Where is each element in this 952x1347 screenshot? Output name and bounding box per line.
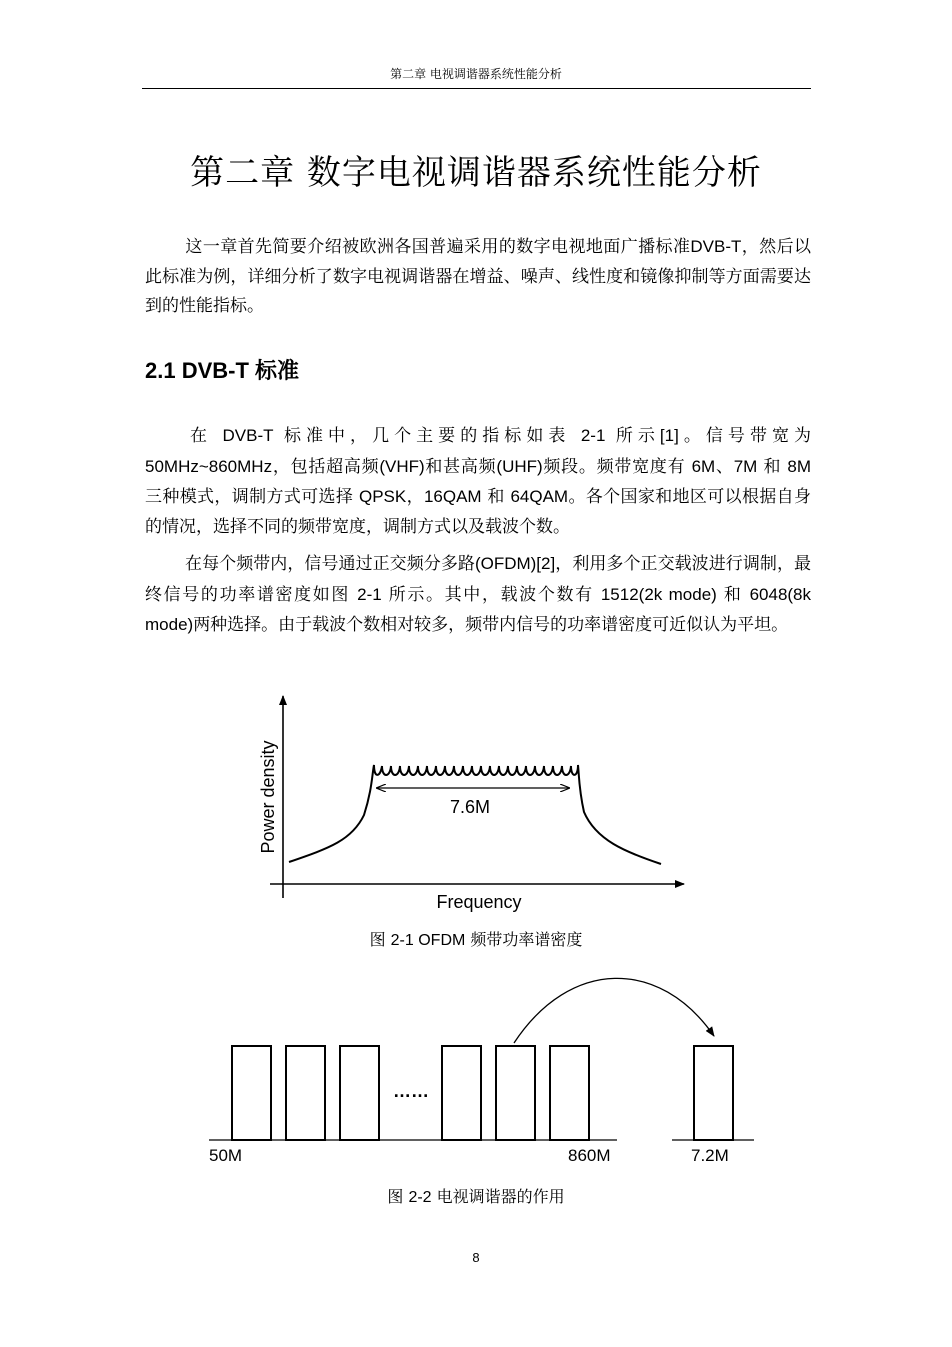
p1-s7: 。信号带宽为 [678, 426, 812, 446]
chapter-title: 第二章 数字电视调谐器系统性能分析 [190, 153, 762, 193]
p1-s5: 所示 [605, 426, 660, 446]
caption-prefix: 图 [369, 930, 391, 949]
page-number: 8 [472, 1250, 480, 1265]
figure-2-2-caption [142, 1186, 810, 1209]
figure-2-2 [209, 978, 754, 1165]
p2-s2: (OFDM)[2] [474, 554, 556, 573]
channel-block [442, 1046, 481, 1140]
p1-s15: 、 [715, 456, 734, 477]
channel-block [550, 1046, 589, 1140]
ellipsis: …… [393, 1081, 429, 1101]
channel-block [496, 1046, 535, 1140]
section-number: 2.1 [145, 358, 176, 383]
start-frequency-label: 50M [209, 1146, 243, 1165]
p1-s9: ，包括超高频 [272, 456, 380, 477]
p1-s16: 7M [733, 456, 758, 476]
p2-s9: 两种选择。由于载波个数相对较多，频带内信号的功率谱密度可近似认为平坦。 [193, 615, 789, 635]
p1-s1: 在 [185, 426, 223, 446]
p1-s3: 标准中，几个主要的指标如表 [273, 426, 581, 446]
intro-code-1: DVB-T [690, 237, 742, 256]
body-paragraph-2 [145, 549, 811, 641]
channel-block [286, 1046, 325, 1140]
if-channel-block [694, 1046, 733, 1140]
bandwidth-label: 7.6M [449, 797, 491, 817]
p1-s25: 。各个国家和地区可以根据自身的情况，选择不同的频带宽度，调制方式以及载波个数。 [145, 487, 812, 537]
p1-s10: (VHF) [379, 456, 425, 476]
intro-text-2: ，然后以此标准为例，详细分析了数字电视调谐器在增益、噪声、线性度和镜像抑制等方面需要达到的性能指标。 [145, 237, 812, 316]
p2-s3: ，利用多个正交载波进行调制，最终信号的功率谱密度如图 [145, 554, 811, 605]
p2-s4: 2-1 [357, 584, 382, 604]
p1-s14: 6M [691, 456, 716, 476]
p2-s6: 1512(2k mode) [600, 584, 717, 604]
p2-s1: 在每个频带内，信号通过正交频分多路 [185, 554, 475, 574]
p1-s17: 和 [757, 456, 788, 477]
caption-text: 频带功率谱密度 [465, 930, 583, 949]
p1-s19: 三种模式，调制方式可选择 [145, 487, 359, 507]
caption-number: 2-2 [408, 1189, 432, 1206]
channel-block [232, 1046, 271, 1140]
intro-text-1: 这一章首先简要介绍被欧洲各国普遍采用的数字电视地面广播标准 [185, 237, 691, 257]
p2-s8: 6048(8k mode) [145, 584, 812, 634]
curved-arrow [514, 978, 714, 1043]
y-axis-label: Power density [258, 740, 278, 854]
p2-s7: 和 [716, 584, 750, 605]
section-title: DVB-T 标准 [181, 358, 300, 383]
section-heading [145, 355, 299, 387]
header-rule [142, 88, 811, 89]
p1-s24: 64QAM [510, 487, 569, 506]
p1-s11: 和甚高频 [424, 456, 497, 477]
x-axis-label: Frequency [436, 892, 522, 912]
caption-text: 电视调谐器的作用 [431, 1187, 565, 1206]
p2-s5: 所示。其中，载波个数有 [381, 584, 601, 605]
body-paragraph-1 [145, 421, 811, 542]
if-frequency-label: 7.2M [691, 1146, 729, 1165]
p1-s23: 和 [481, 487, 511, 507]
p1-s20: QPSK [358, 487, 407, 506]
p1-s2: DVB-T [222, 426, 274, 445]
p1-s18: 8M [787, 456, 812, 476]
figure-2-1 [258, 696, 684, 912]
p1-s6: [1] [659, 426, 679, 445]
end-frequency-label: 860M [568, 1146, 611, 1165]
p1-s13: 频段。频带宽度有 [542, 456, 692, 477]
p1-s8: 50MHz~860MHz [145, 456, 273, 476]
p1-s22: 16QAM [423, 487, 482, 506]
p1-s12: (UHF) [496, 456, 543, 476]
running-header: 第二章 电视调谐器系统性能分析 [390, 67, 562, 81]
intro-paragraph [145, 232, 811, 322]
p1-s4: 2-1 [580, 426, 606, 445]
caption-number: 2-1 OFDM [390, 932, 466, 949]
caption-prefix: 图 [387, 1187, 409, 1206]
figure-2-1-caption [142, 929, 810, 952]
psd-curve [289, 765, 661, 864]
p1-s21: ， [406, 487, 424, 507]
channel-block [340, 1046, 379, 1140]
